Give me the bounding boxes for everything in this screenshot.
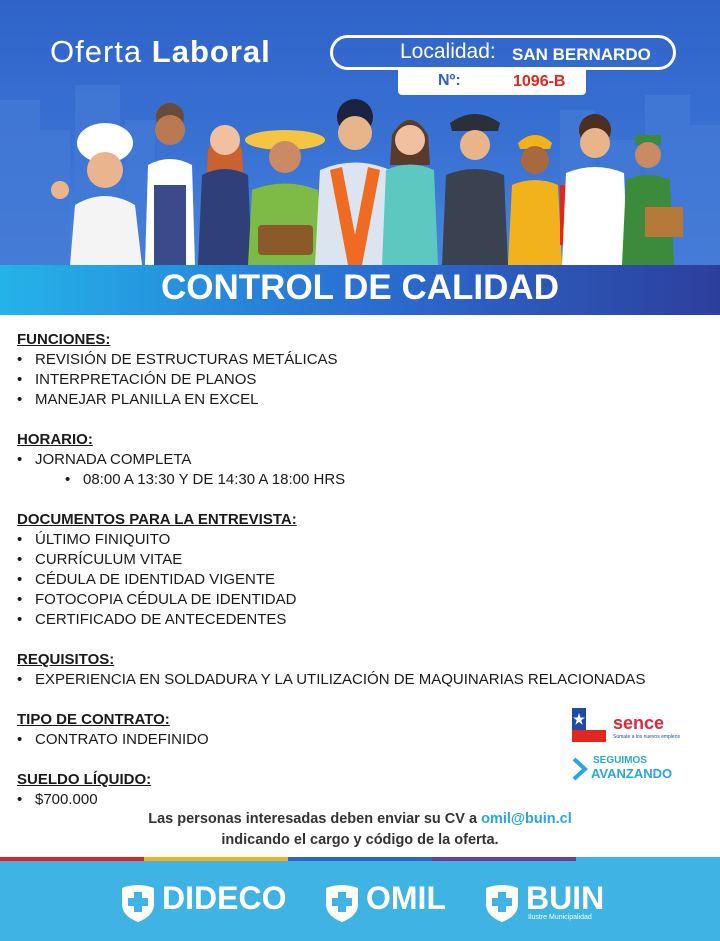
job-title: CONTROL DE CALIDAD [161,268,559,307]
offer-title [50,34,271,70]
shield-icon [118,882,158,922]
list-subitem: • 08:00 A 13:30 Y DE 14:30 A 18:00 HRS [17,470,707,490]
offer-number-value: 1096-B [513,73,566,90]
sence-tagline: Súmate a los nuevos empleos [613,734,680,740]
chile-government-flag-icon [572,708,606,742]
buin-subtitle: Ilustre Municipalidad [528,914,592,921]
list-item: • JORNADA COMPLETA [17,450,707,470]
offer-title-light: Oferta [50,34,152,69]
section-horario [17,430,707,490]
section-title: FUNCIONES: [17,331,111,348]
contact-line-1 [0,809,720,830]
locality-label: Localidad: [400,40,496,63]
list-item: • EXPERIENCIA EN SOLDADURA Y LA UTILIZACIÓN DE MAQUINARIAS RELACIONADAS [17,670,707,690]
contact-line-2: indicando el cargo y código de la oferta. [221,832,499,848]
avanzando-text: AVANZANDO [591,766,673,781]
offer-number-label: Nº: [438,72,461,89]
list-item: • FOTOCOPIA CÉDULA DE IDENTIDAD [17,590,707,610]
list-item: • CONTRATO INDEFINIDO [17,730,707,750]
shield-icon [482,882,522,922]
seguimos-text: SEGUIMOS [593,755,647,766]
section-title: SUELDO LÍQUIDO: [17,771,152,788]
section-title: DOCUMENTOS PARA LA ENTREVISTA: [17,511,297,528]
chevron-right-icon [572,757,588,781]
section-title: HORARIO: [17,431,93,448]
offer-title-bold: Laboral [151,34,271,69]
list-item: • CURRÍCULUM VITAE [17,550,707,570]
section-requisitos [17,650,707,690]
locality-value: SAN BERNARDO [512,45,651,64]
list-item: • MANEJAR PLANILLA EN EXCEL [17,390,707,410]
list-item: • CERTIFICADO DE ANTECEDENTES [17,610,707,630]
workers-illustration [30,95,690,265]
list-item: • CÉDULA DE IDENTIDAD VIGENTE [17,570,707,590]
sence-logo: sence [613,713,665,733]
contact-instructions [0,809,720,851]
section-title: REQUISITOS: [17,651,115,668]
contact-email-link[interactable]: omil@buin.cl [481,811,572,827]
list-item: • REVISIÓN DE ESTRUCTURAS METÁLICAS [17,350,707,370]
section-title: TIPO DE CONTRATO: [17,711,170,728]
list-item: • INTERPRETACIÓN DE PLANOS [17,370,707,390]
dideco-text: DIDECO [162,880,287,916]
seguimos-avanzando-logo [572,754,682,784]
section-documentos [17,510,707,630]
section-funciones [17,330,707,410]
list-item: • ÚLTIMO FINIQUITO [17,530,707,550]
list-item: • $700.000 [17,790,707,810]
sence-block [572,708,682,783]
omil-text: OMIL [366,880,446,916]
buin-text: BUIN [526,880,605,916]
header-banner [0,0,720,265]
contact-prefix: Las personas interesadas deben enviar su CV a [148,811,482,827]
shield-icon [322,882,362,922]
